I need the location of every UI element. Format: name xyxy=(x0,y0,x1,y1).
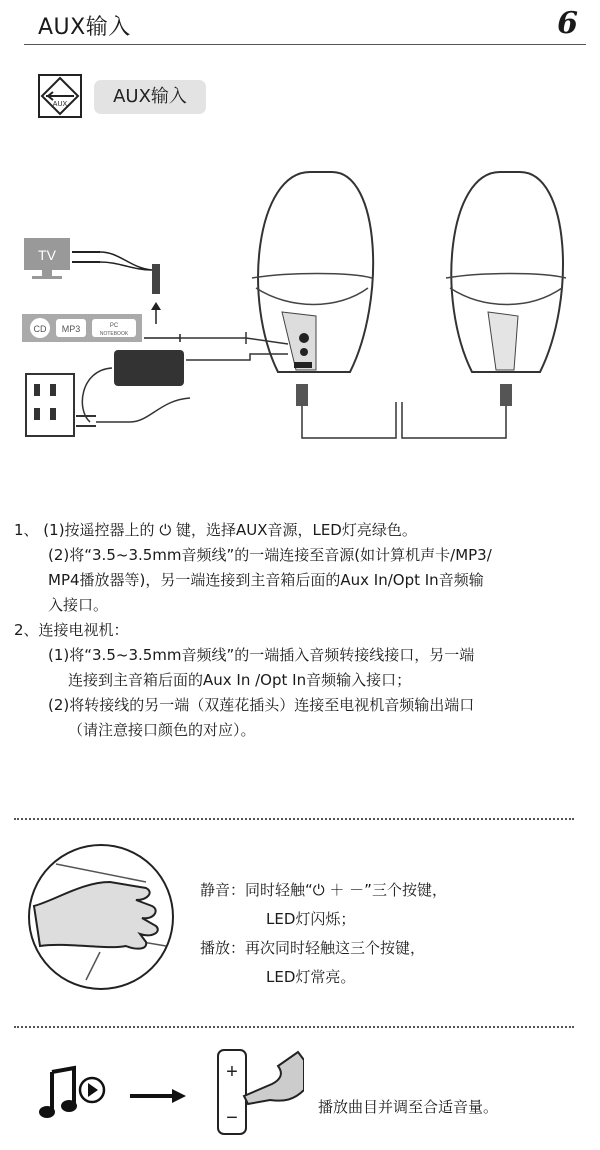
play-line-2: LED灯常亮。 xyxy=(266,968,356,986)
header-divider xyxy=(24,44,586,45)
hand-touch-icon xyxy=(26,842,176,992)
section-divider xyxy=(14,1026,574,1028)
mute-line-2: LED灯闪烁； xyxy=(266,910,356,928)
media-source-icon xyxy=(22,314,142,342)
notebook-label: NOTEBOOK xyxy=(99,331,129,337)
instructions xyxy=(14,518,594,743)
aux-input-label: AUX输入 xyxy=(94,80,206,114)
instruction-line: MP4播放器等)，另一端连接到主音箱后面的Aux In/Opt In音频输 xyxy=(48,571,484,589)
mute-play-instructions xyxy=(200,876,447,992)
aux-input-icon xyxy=(38,74,82,118)
cd-label: CD xyxy=(33,324,47,334)
arrow-right-icon xyxy=(130,1088,186,1104)
connection-diagram xyxy=(20,160,590,460)
instruction-line: (2)将“3.5~3.5mm音频线”的一端连接至音源(如计算机声卡/MP3/ xyxy=(48,546,492,564)
play-line-1: 播放：再次同时轻触这三个按键， xyxy=(200,939,426,957)
wall-socket-icon xyxy=(26,374,74,436)
aux-icon-label: AUX xyxy=(52,101,68,108)
volume-instruction: 播放曲目并调至合适音量。 xyxy=(318,1098,499,1116)
instruction-line: (1)将“3.5~3.5mm音频线”的一端插入音频转接线接口，另一端 xyxy=(48,646,475,664)
instruction-line: 连接到主音箱后面的Aux In /Opt In音频输入接口； xyxy=(68,671,412,689)
mute-line-1: 静音：同时轻触“⏻ ＋ －”三个按键， xyxy=(200,881,447,899)
volume-plus-label: + xyxy=(226,1061,238,1083)
power-adapter-icon xyxy=(114,350,184,386)
volume-minus-label: − xyxy=(226,1107,238,1129)
pc-label: PC xyxy=(109,323,119,329)
tv-label: TV xyxy=(38,247,56,263)
instruction-line: (2)将转接线的另一端（双莲花插头）连接至电视机音频输出端口 xyxy=(48,696,475,714)
right-speaker-icon xyxy=(446,172,566,406)
instruction-line: 入接口。 xyxy=(48,596,109,614)
tv-icon xyxy=(24,238,70,279)
page-number: 6 xyxy=(557,6,578,41)
instruction-line: 2、连接电视机： xyxy=(14,621,129,639)
volume-control-icon xyxy=(214,1040,304,1140)
left-speaker-icon xyxy=(252,172,373,406)
section-divider xyxy=(14,818,574,820)
mp3-label: MP3 xyxy=(61,324,81,334)
instruction-line: （请注意接口颜色的对应）。 xyxy=(68,721,256,739)
music-note-play-icon xyxy=(38,1064,108,1124)
page-title: AUX输入 xyxy=(38,15,131,40)
instruction-line: 1、 (1)按遥控器上的 ⏻ 键，选择AUX音源，LED灯亮绿色。 xyxy=(14,521,417,539)
